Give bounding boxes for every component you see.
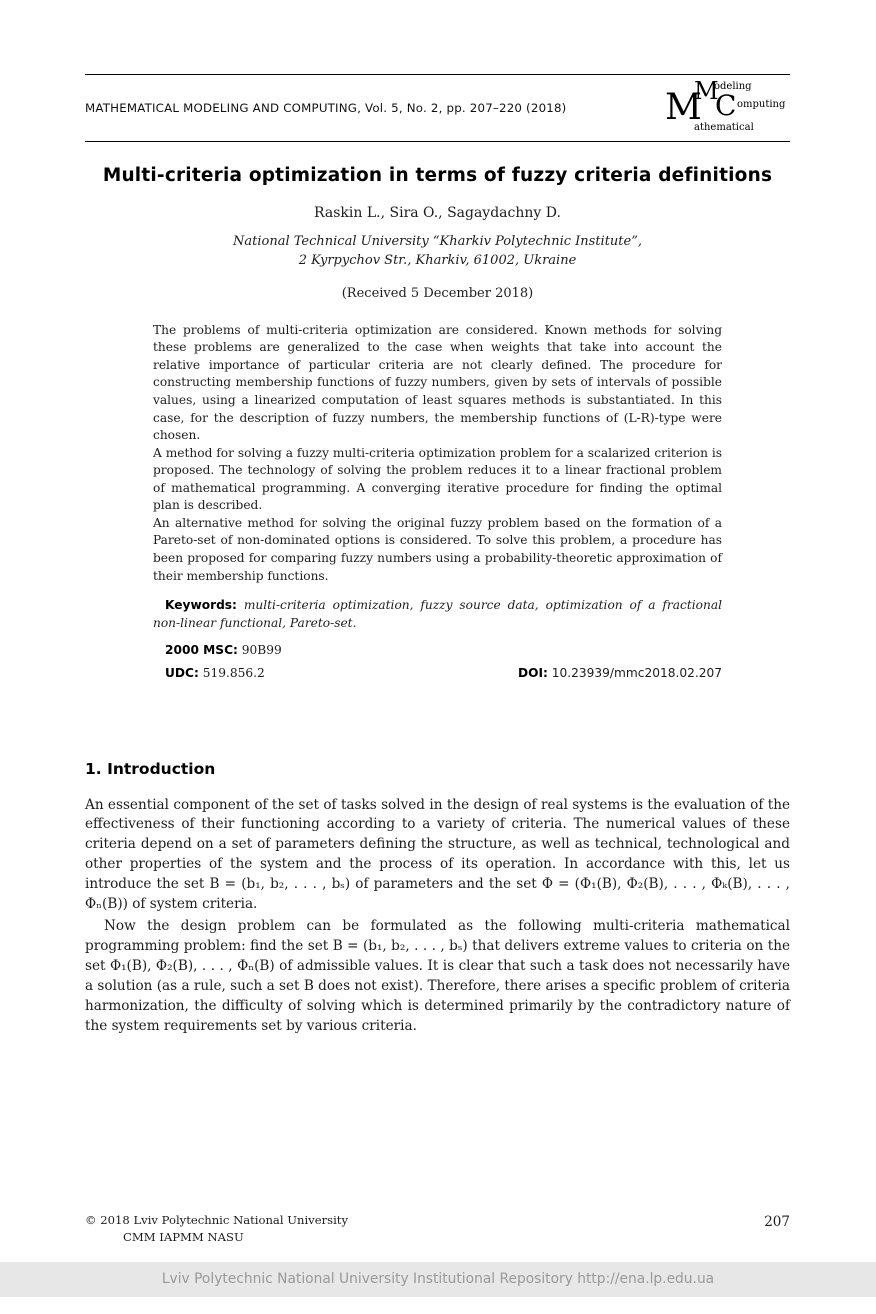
section-1-paragraph-1: An essential component of the set of tasks solved in the design of real systems is the evaluation of the effectiveness of their functioning according to a variety of criteria. The numerical values of these criteria depend on a set of parameters defining the structure, as well as technical, technological and other properties of the system and the process of its operation. In accordance with this, let us introduce the set B = (b₁, b₂, . . . , bₛ) of parameters and the set Φ = (Φ₁(B), Φ₂(B), . . . , Φₖ(B), . . . , Φₙ(B)) of system criteria.	[85, 796, 790, 913]
affiliation-line-2: 2 Kyrpychov Str., Kharkiv, 61002, Ukraine	[298, 252, 577, 268]
page	[0, 74, 876, 1314]
abstract-paragraph-2: A method for solving a fuzzy multi-criteria optimization problem for a scalarized criterion is proposed. The technology of solving the problem reduces it to a linear fractional problem of mathematical programming. A converging iterative procedure for finding the optimal plan is described.	[153, 445, 722, 513]
keywords-text: multi-criteria optimization, fuzzy source data, optimization of a fractional non-linear functional, Pareto-set.	[153, 598, 722, 630]
page-footer	[85, 1212, 790, 1246]
msc-label: 2000 MSC:	[165, 642, 238, 657]
keywords-block	[153, 597, 722, 632]
affiliation	[85, 233, 790, 271]
section-1-heading: 1. Introduction	[85, 759, 216, 778]
mmc-logo	[665, 79, 790, 137]
paper-title: Multi-criteria optimization in terms of fuzzy criteria definitions	[102, 165, 773, 186]
section-1-paragraph-2: Now the design problem can be formulated as the following multi-criteria mathematical programming problem: find the set B = (b₁, b₂, . . . , bₛ) that delivers extreme values to criteria on the set Φ₁(B), Φ₂(B), . . . , Φₙ(B) of admissible values. It is clear that such a task does not necessarily have a solution (as a rule, such a set B does not exist). Therefore, there arises a specific problem of criteria harmonization, the difficulty of solving which is determined primarily by the contradictory nature of the system requirements set by various criteria.	[85, 918, 790, 1035]
logo-text-athematical: athematical	[694, 122, 754, 133]
logo-letter-m-modeling: M	[694, 77, 719, 105]
msc-value: 90B99	[237, 642, 282, 657]
msc-block	[153, 643, 722, 657]
authors-line: Raskin L., Sira O., Sagaydachny D.	[314, 205, 561, 221]
repository-banner: Lviv Polytechnic National University Institutional Repository http://ena.lp.edu.ua	[0, 1262, 876, 1297]
abstract	[153, 322, 722, 585]
abstract-paragraph-3: An alternative method for solving the original fuzzy problem based on the formation of a Pareto-set of non-dominated options is considered. To solve this problem, a procedure has been proposed for comparing fuzzy numbers using a probability-theoretic approximation of their membership functions.	[153, 515, 722, 583]
journal-header	[85, 75, 790, 141]
journal-line: MATHEMATICAL MODELING AND COMPUTING, Vol. 5, No. 2, pp. 207–220 (2018)	[85, 101, 567, 115]
udc-block	[153, 666, 265, 680]
keywords-label: Keywords:	[165, 598, 237, 613]
logo-text-omputing: omputing	[737, 99, 786, 110]
copyright-block	[85, 1212, 348, 1246]
doi-value: 10.23939/mmc2018.02.207	[547, 665, 722, 680]
logo-letter-m-mathematical: M	[665, 87, 702, 128]
logo-text-odeling: odeling	[714, 81, 752, 92]
doi-label: DOI:	[517, 665, 548, 680]
copyright-line-2: CMM IAPMM NASU	[123, 1229, 244, 1244]
page-number: 207	[764, 1214, 790, 1230]
abstract-paragraph-1: The problems of multi-criteria optimization are considered. Known methods for solving these problems are generalized to the case when weights that take into account the relative importance of particular criteria are not clearly defined. The procedure for constructing membership functions of fuzzy numbers, given by sets of intervals of possible values, using a linearized computation of least squares methods is substantiated. In this case, for the description of fuzzy numbers, the membership functions of (L-R)-type were chosen.	[153, 322, 722, 443]
doi-block	[518, 666, 722, 680]
udc-label: UDC:	[165, 665, 199, 680]
page-content	[0, 74, 876, 1037]
affiliation-line-1: National Technical University “Kharkiv Polytechnic Institute”,	[233, 234, 642, 249]
header-bottom-rule	[85, 141, 790, 142]
udc-doi-row	[153, 666, 722, 680]
copyright-line-1: © 2018 Lviv Polytechnic National University	[85, 1213, 349, 1227]
received-date: (Received 5 December 2018)	[341, 285, 534, 301]
logo-letter-c-computing: C	[715, 89, 737, 122]
udc-value: 519.856.2	[198, 665, 265, 680]
